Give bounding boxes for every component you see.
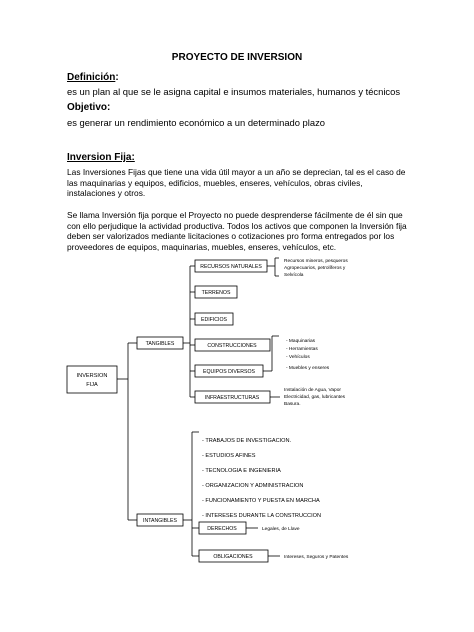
equipos-diversos-label: EQUIPOS DIVERSOS (203, 369, 255, 375)
equipos-note-line-1: - Maquinarias (286, 339, 316, 344)
definicion-text: es un plan al que se le asigna capital e insumos materiales, humanos y técnicos (67, 86, 401, 97)
equipos-note-line-2: - Herramientas (286, 347, 318, 352)
root-label-line-2: FIJA (86, 382, 98, 388)
recursos-note-line-3: Selvícola (284, 273, 304, 278)
infraestructuras-note-line-2: Electricidad, gas, lubricantes (284, 395, 346, 400)
intangible-list-item-3: - TECNOLOGIA E INGENIERIA (202, 468, 281, 474)
obligaciones-note: Intereses, Seguros y Patentes (284, 555, 349, 560)
recursos-note-line-2: Agropecuarios, petrolíferos y (284, 266, 346, 271)
equipos-note-line-4: - Muebles y enseres (286, 366, 330, 371)
tangibles-label: TANGIBLES (145, 341, 175, 347)
infraestructuras-note-line-1: Instalación de Agua, Vapor (284, 388, 341, 393)
objetivo-text: es generar un rendimiento económico a un determinado plazo (67, 117, 325, 128)
derechos-label: DERECHOS (207, 526, 237, 532)
derechos-note: Legales, de Llave (262, 527, 300, 532)
recursos-naturales-label: RECURSOS NATURALES (200, 264, 262, 270)
definicion-colon: : (115, 72, 119, 83)
infraestructuras-label: INFRAESTRUCTURAS (204, 395, 260, 401)
intangible-list-item-1: - TRABAJOS DE INVESTIGACION. (202, 438, 292, 444)
intangible-list-item-5: - FUNCIONAMIENTO Y PUESTA EN MARCHA (202, 498, 320, 504)
root-box (67, 366, 117, 393)
terrenos-label: TERRENOS (201, 290, 231, 296)
intangible-list-item-6: - INTERESES DURANTE LA CONSTRUCCION (202, 513, 322, 519)
construcciones-label: CONSTRUCCIONES (207, 343, 257, 349)
intangible-list-item-4: - ORGANIZACION Y ADMINISTRACION (202, 483, 304, 489)
obligaciones-label: OBLIGACIONES (213, 554, 253, 560)
definicion-label-text: Definición (67, 72, 116, 83)
page-title: PROYECTO DE INVERSION (171, 52, 303, 63)
inversion-fija-paragraph-1: Las Inversiones Fijas que tiene una vida útil mayor a un año se deprecian, tal es el caso de las maquinarias y equipos, edificios, muebles, enseres, vehículos, obras civiles, instalaciones y otros. (67, 167, 406, 198)
infraestructuras-note-line-3: Basura. (284, 402, 301, 407)
intangible-list-item-2: - ESTUDIOS AFINES (202, 453, 256, 459)
root-label-line-1: INVERSION (76, 373, 108, 379)
recursos-note-line-1: Recursos mineros, pesqueros (284, 259, 348, 264)
objetivo-label: Objetivo: (67, 102, 111, 113)
inversion-fija-paragraph-2: Se llama Inversión fija porque el Proyecto no puede desprenderse fácilmente de él sin que con ello perjudique la actividad productiva. Todos los activos que componen la Inversión fija deben ser valorizados mediante licitaciones o cotizaciones pro forma entregados por los proveedores de equipos, maquinarias, muebles, enseres, vehículos, etc. (67, 210, 407, 252)
intangibles-label: INTANGIBLES (143, 518, 177, 524)
equipos-note-line-3: - Vehículos (286, 355, 310, 360)
edificios-label: EDIFICIOS (201, 317, 227, 323)
inversion-fija-heading: Inversion Fija: (67, 152, 135, 163)
